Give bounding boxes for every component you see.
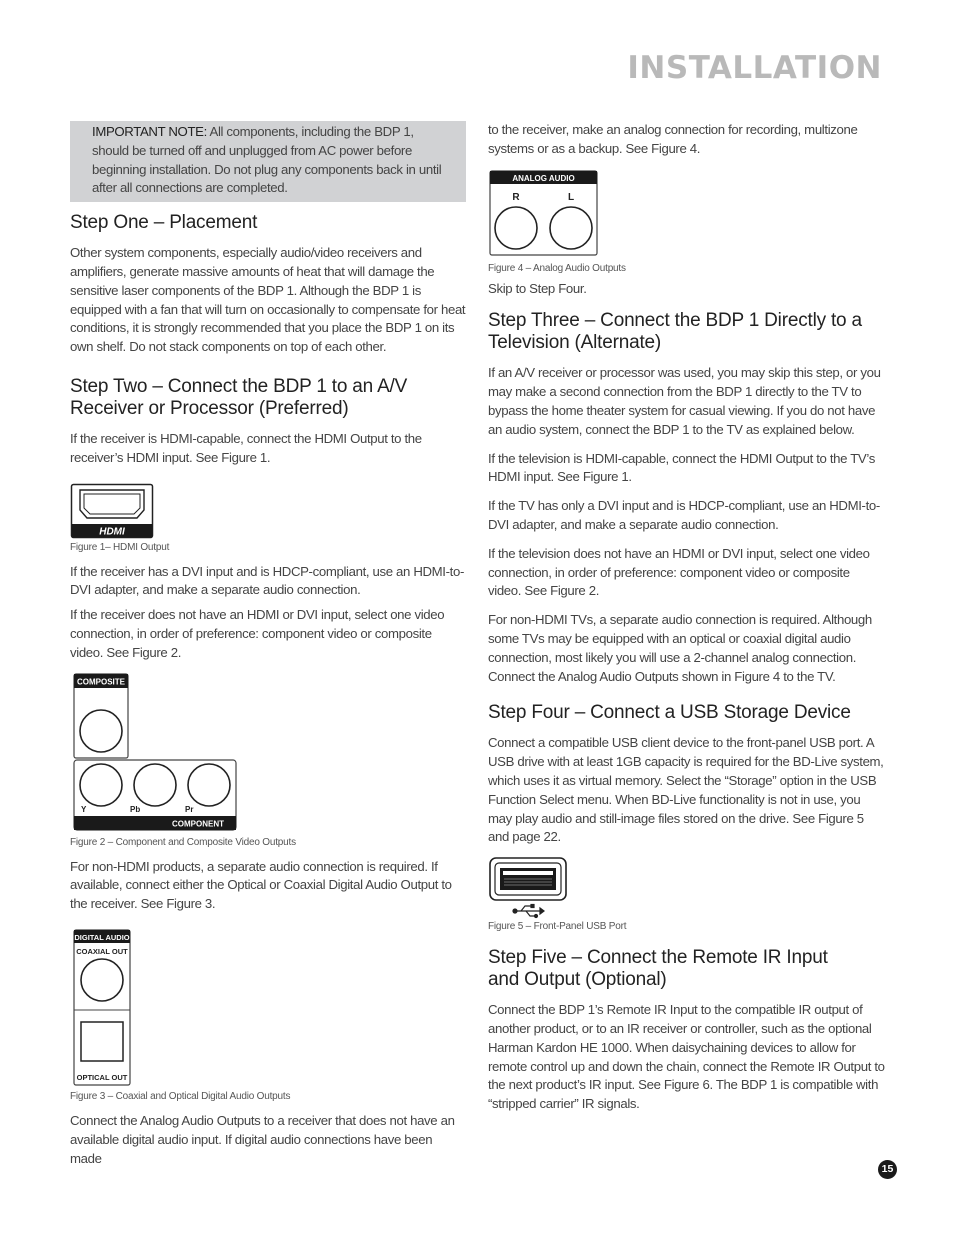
important-note: [70, 121, 466, 202]
step-one-heading: Step One – Placement: [70, 212, 258, 234]
digital-audio-figure: [70, 929, 134, 1087]
video-outputs-figure: [70, 673, 240, 833]
y-jack-icon: [80, 764, 122, 806]
usb-symbol-icon: [513, 905, 544, 918]
coaxial-jack-icon: [81, 959, 123, 1001]
step-two-digital-audio-text: For non-HDMI products, a separate audio connection is required. If available, connect either the Optical or Coaxial Digital Audio Output to the receiver. See Figure 3.: [70, 858, 452, 912]
step-three-video-text: If the television does not have an HDMI or DVI input, select one video connection, in order of preference: component video or composite video. See Figure 2.: [488, 545, 870, 599]
step-one-text: Other system components, especially audio/video receivers and amplifiers, generate massive amounts of heat that will damage the sensitive laser components of the BDP 1. Although the BDP 1 is equipped with a fan that will turn on occasionally to compensate for heat conditions, it is strongly recommended that you place the BDP 1 on its own shelf. Do not stack components on top of each other.: [70, 245, 466, 355]
step-two-heading: Step Two – Connect the BDP 1 to an A/V Receiver or Processor (Preferred): [70, 375, 408, 419]
r-label: R: [512, 191, 520, 203]
pr-label: Pr: [185, 804, 194, 814]
analog-audio-label: ANALOG AUDIO: [512, 173, 575, 183]
figure-3-caption: Figure 3 – Coaxial and Optical Digital Audio Outputs: [70, 1090, 291, 1102]
pb-jack-icon: [134, 764, 176, 806]
step-two-analog-text: Connect the Analog Audio Outputs to a receiver that does not have an available digital audio input. If digital audio connections have been made: [70, 1112, 455, 1166]
composite-jack-icon: [80, 710, 122, 752]
analog-right-jack-icon: [495, 207, 537, 249]
step-three-dvi-text: If the TV has only a DVI input and is HDCP-compliant, use an HDMI-to-DVI adapter, and make a separate audio connection.: [488, 498, 880, 532]
figure-2-caption: Figure 2 – Component and Composite Video Outputs: [70, 836, 296, 848]
figure-4-caption: Figure 4 – Analog Audio Outputs: [488, 262, 626, 274]
usb-port-figure: [488, 856, 570, 920]
step-four-heading: Step Four – Connect a USB Storage Device: [488, 702, 851, 724]
right-column: [488, 121, 886, 1114]
step-three-hdmi-text: If the television is HDMI-capable, connect the HDMI Output to the TV’s HDMI input. See Figure 1.: [488, 450, 875, 485]
optical-out-label: OPTICAL OUT: [76, 1072, 128, 1082]
important-note-body: All components, including the BDP 1, should be turned off and unplugged from AC power before beginning installation. Do not plug any components back in until after all connections are completed.: [92, 124, 442, 196]
y-label: Y: [81, 804, 87, 814]
step-two-hdmi-text: If the receiver is HDMI-capable, connect the HDMI Output to the receiver’s HDMI input. See Figure 1.: [70, 430, 422, 465]
pb-label: Pb: [130, 804, 141, 814]
important-note-lead: IMPORTANT NOTE:: [92, 124, 207, 139]
page-title: INSTALLATION: [627, 50, 882, 86]
step-three-heading: Step Three – Connect the BDP 1 Directly to a Television (Alternate): [488, 310, 862, 354]
important-note-text: [92, 123, 446, 198]
l-label: L: [567, 191, 575, 203]
step-three-audio-text: For non-HDMI TVs, a separate audio connection is required. Although some TVs may be equipped with an optical or coaxial digital audio connection, most likely you will use a 2-channel analog connection. Connect the Analog Audio Outputs shown in Figure 4 to the TV.: [488, 612, 872, 684]
figure-5-caption: Figure 5 – Front-Panel USB Port: [488, 921, 627, 933]
step-four-text: Connect a compatible USB client device to the front-panel USB port. A USB drive with at least 1GB capacity is required for the BD-Live system, which uses it as virtual memory. Select the “Storage” option in the USB Function Select menu. When BD-Live functionality is not in use, you may play audio and still-image files stored on the drive. See Figure 5 and page 22.: [488, 735, 884, 845]
analog-left-jack-icon: [550, 207, 592, 249]
component-label: COMPONENT: [172, 819, 224, 829]
hdmi-port-figure: [70, 483, 154, 539]
step-five-heading: Step Five – Connect the Remote IR Input and Output (Optional): [488, 947, 828, 991]
continued-text: to the receiver, make an analog connection for recording, multizone systems or as a backup. See Figure 4.: [488, 122, 858, 156]
analog-audio-figure: [488, 170, 600, 258]
skip-text: Skip to Step Four.: [488, 280, 587, 296]
step-three-intro-text: If an A/V receiver or processor was used, you may skip this step, or you may make a second connection from the BDP 1 directly to the TV to bypass the home theater system for casual viewing. If you do not have an audio system, connect the BDP 1 to the TV as explained below.: [488, 365, 881, 437]
figure-1-caption: Figure 1– HDMI Output: [70, 541, 170, 553]
step-two-video-text: If the receiver does not have an HDMI or DVI input, select one video connection, in order of preference: component video or composite video. See Figure 2.: [70, 607, 445, 660]
composite-label: COMPOSITE: [76, 677, 126, 687]
coaxial-out-label: COAXIAL OUT: [76, 946, 128, 956]
pr-jack-icon: [188, 764, 230, 806]
left-column: [70, 121, 466, 1168]
page-number-badge: 15: [878, 1160, 897, 1179]
step-two-dvi-text: If the receiver has a DVI input and is HDCP-compliant, use an HDMI-to-DVI adapter, and make a separate audio connection.: [70, 563, 465, 598]
digital-audio-label: DIGITAL AUDIO: [74, 932, 130, 942]
step-five-text: Connect the BDP 1’s Remote IR Input to the compatible IR output of another product, or to an IR receiver or controller, such as the optional Harman Kardon HE 1000. When daisychaining devices to allow for remote control up and down the chain, connect the Remote IR Output to the next product’s IR input. See Figure 6. The BDP 1 is compatible with “stripped carrier” IR signals.: [488, 1002, 885, 1112]
optical-port-icon: [81, 1022, 123, 1061]
hdmi-logo-text: HDMI: [99, 526, 125, 538]
